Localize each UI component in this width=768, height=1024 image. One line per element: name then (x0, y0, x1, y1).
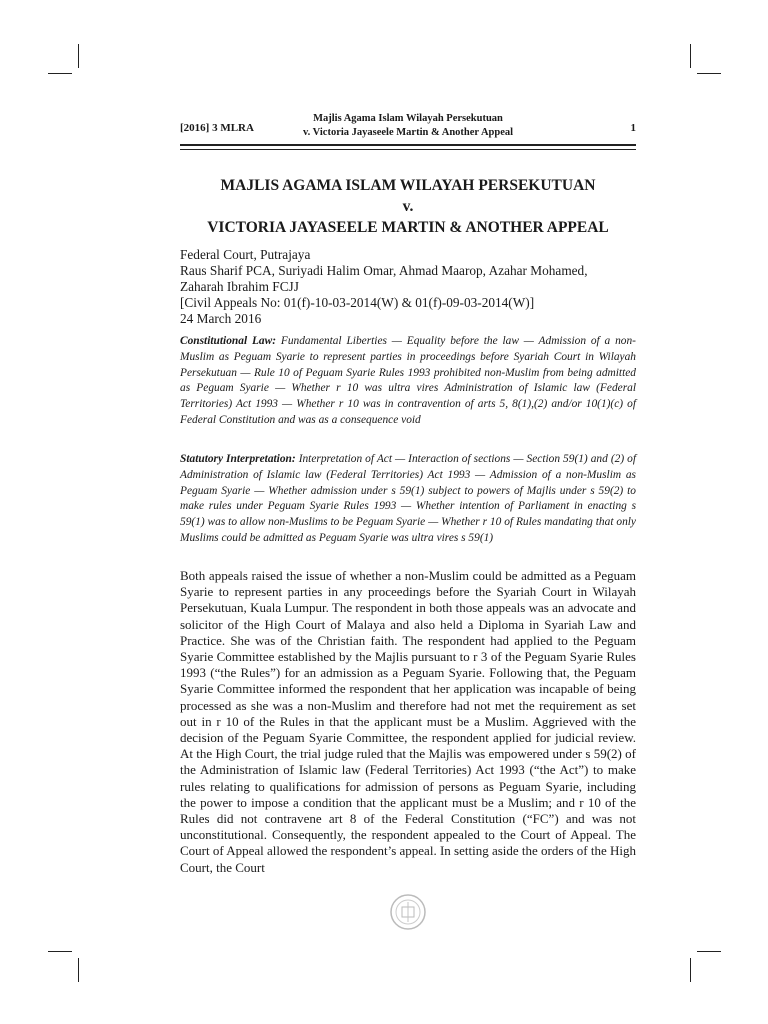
court-name: Federal Court, Putrajaya (180, 247, 311, 262)
decision-date: 24 March 2016 (180, 311, 262, 326)
running-case-line1: Majlis Agama Islam Wilayah Persekutuan (313, 113, 503, 124)
crop-mark (690, 44, 691, 68)
catchword-lead: Statutory Interpretation: (180, 453, 296, 465)
crop-mark (48, 73, 72, 74)
catchword-lead: Constitutional Law: (180, 335, 276, 347)
citation: [2016] 3 MLRA (180, 122, 254, 134)
judges-line1: Raus Sharif PCA, Suriyadi Halim Omar, Ahmad Maarop, Azahar Mohamed, (180, 263, 588, 278)
page-number: 1 (630, 122, 636, 134)
crop-mark (48, 951, 72, 952)
title-versus: v. (402, 198, 414, 215)
crop-mark (78, 958, 79, 982)
running-case-name (180, 112, 636, 140)
title-respondent: VICTORIA JAYASEELE MARTIN & ANOTHER APPEAL (207, 219, 609, 236)
title-appellant: MAJLIS AGAMA ISLAM WILAYAH PERSEKUTUAN (220, 177, 596, 194)
catchword-constitutional-law (180, 334, 636, 429)
running-case-line2: v. Victoria Jayaseele Martin & Another Appeal (302, 127, 514, 138)
appeal-numbers: [Civil Appeals No: 01(f)-10-03-2014(W) & 01(f)-09-03-2014(W)] (180, 295, 535, 310)
court-info (180, 247, 640, 327)
header-rule-thick (180, 144, 636, 146)
crop-mark (697, 73, 721, 74)
header-rule-thin (180, 149, 636, 150)
crop-mark (697, 951, 721, 952)
catchword-text: Fundamental Liberties — Equality before the law — Admission of a non-Muslim as Peguam Syarie to represent parties in proceedings before Syariah Court in Wilayah Persekutuan — Rule 10 of Peguam Syarie Rules 1993 prohibited non-Muslim from being admitted as Peguam Syarie — Whether r 10 was ultra vires Administration of Islamic law (Federal Territories) Act 1993 — Whether r 10 was in contravention of arts 5, 8(1),(2) and/or 10(1)(c) of Federal Constitution and was as a consequence void (180, 335, 636, 426)
running-header (180, 112, 636, 142)
judges-line2: Zaharah Ibrahim FCJJ (180, 279, 299, 294)
catchword-statutory-interpretation (180, 452, 636, 547)
crop-mark (78, 44, 79, 68)
headnote-body: Both appeals raised the issue of whether a non-Muslim could be admitted as a Peguam Syarie to represent parties in any proceedings before the Syariah Court in Wilayah Persekutuan, Kuala Lumpur. The respondent in both those appeals was an advocate and solicitor of the High Court of Malaya and also held a Diploma in Syariah Law and Practice. She was of the Christian faith. The respondent had applied to the Peguam Syarie Committee established by the Majlis pursuant to r 3 of the Peguam Syarie Rules 1993 (“the Rules”) for an admission as a Peguam Syarie. Following that, the Peguam Syarie Committee informed the respondent that her application was incapable of being processed as she was a non-Muslim and therefore had not met the requirement as set out in r 10 of the Rules in that the applicant must be a Muslim. Aggrieved with the decision of the Peguam Syarie Committee, the respondent applied for judicial review. At the High Court, the trial judge ruled that the Majlis was empowered under s 59(2) of the Administration of Islamic law (Federal Territories) Act 1993 (“the Act”) to make rules relating to qualifications for admission of persons as Peguam Syarie, including the power to impose a condition that the applicant must be a Muslim; and r 10 of the Rules did not contravene art 8 of the Federal Constitution (“FC”) and was not unconstitutional. Consequently, the respondent appealed to the Court of Appeal. The Court of Appeal allowed the respondent’s appeal. In setting aside the orders of the High Court, the Court (180, 568, 636, 875)
crop-mark (690, 958, 691, 982)
case-title (180, 175, 636, 238)
publisher-seal-icon (388, 892, 428, 932)
catchword-text: Interpretation of Act — Interaction of sections — Section 59(1) and (2) of Administration of Islamic law (Federal Territories) Act 1993 — Admission of a non-Muslim as Peguam Syarie — Whether admission under s 59(1) subject to powers of Majlis under s 59(2) to make rules under Peguam Syarie Rules 1993 — Whether intention of Parliament in enacting s 59(1) was to allow non-Muslims to be Peguam Syarie — Whether r 10 of Rules mandating that only Muslims could be admitted as Peguam Syarie was ultra vires s 59(1) (180, 453, 636, 544)
